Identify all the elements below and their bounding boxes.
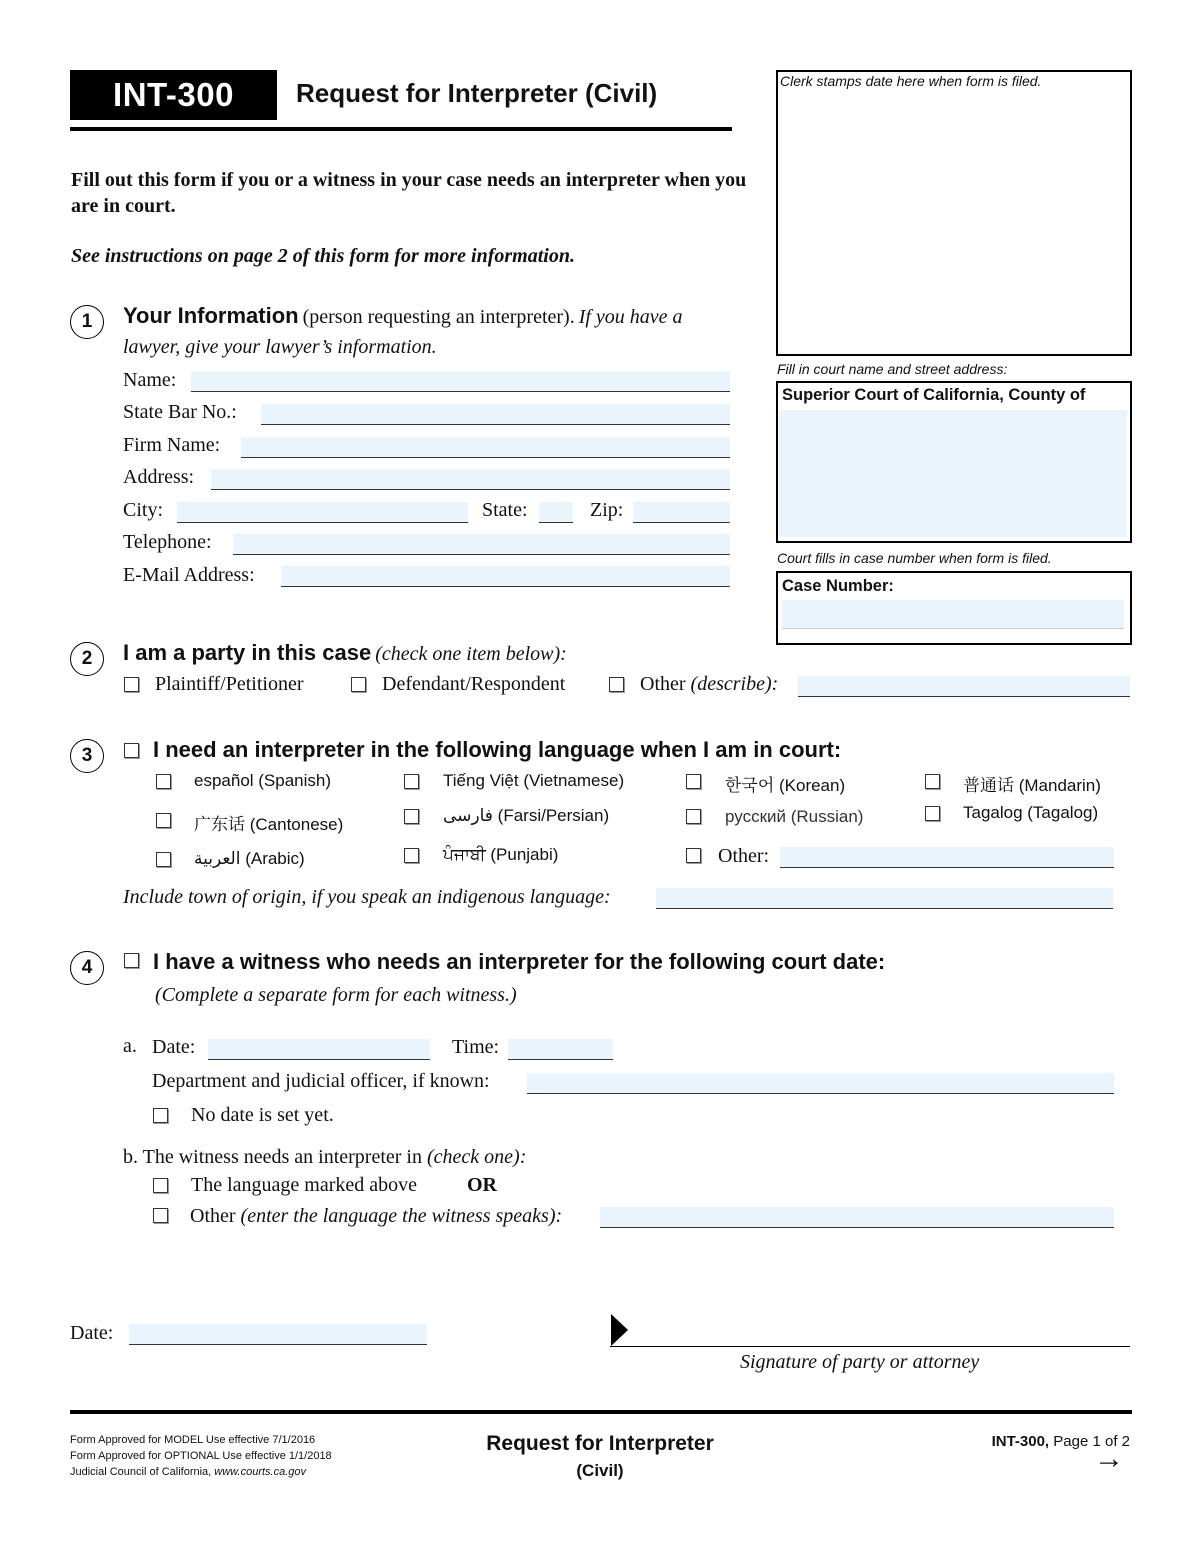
section1-heading <box>123 302 743 363</box>
email-label: E-Mail Address: <box>123 564 255 586</box>
section2-heading <box>123 640 567 666</box>
section-number-4: 4 <box>70 951 104 985</box>
other-language-field[interactable] <box>780 847 1114 868</box>
other-party-describe: (describe): <box>690 673 779 695</box>
spanish-label: español (Spanish) <box>194 771 332 790</box>
russian-label: русский (Russian) <box>725 807 864 826</box>
item-a-marker: a. <box>123 1035 137 1057</box>
section2-note: (check one item below): <box>375 643 567 665</box>
section1-instruction: If you have a lawyer, give your lawyer’s information. <box>123 306 683 358</box>
vietnamese-checkbox[interactable] <box>404 774 419 789</box>
witness-checkbox[interactable] <box>124 953 139 968</box>
punjabi-checkbox[interactable] <box>404 848 419 863</box>
sign-here-arrow-icon <box>611 1314 628 1346</box>
footer-council: Judicial Council of California, <box>70 1466 212 1478</box>
name-field[interactable] <box>191 371 730 392</box>
zip-label: Zip: <box>590 499 624 521</box>
court-address-field[interactable] <box>779 410 1127 537</box>
other-party-checkbox[interactable] <box>609 677 624 692</box>
clerk-stamp-label: Clerk stamps date here when form is filed. <box>780 73 1042 89</box>
signature-label: Signature of party or attorney <box>740 1351 980 1373</box>
court-heading: Superior Court of California, County of <box>782 386 1086 404</box>
department-label: Department and judicial officer, if known: <box>152 1070 490 1092</box>
no-date-checkbox[interactable] <box>153 1108 168 1123</box>
telephone-field[interactable] <box>233 534 730 555</box>
witness-time-field[interactable] <box>508 1039 613 1060</box>
or-label: OR <box>467 1174 497 1196</box>
witness-other-field[interactable] <box>600 1207 1114 1228</box>
form-title: Request for Interpreter (Civil) <box>296 78 658 108</box>
farsi-text: فارسی (Farsi/Persian) <box>443 806 610 825</box>
plaintiff-label: Plaintiff/Petitioner <box>155 673 304 695</box>
footer-line-2: Form Approved for OPTIONAL Use effective 1/1/2018 <box>70 1450 332 1462</box>
section1-title-note: (person requesting an interpreter). <box>302 306 575 328</box>
punjabi-label: ਪੰਜਾਬੀ (Punjabi) <box>443 845 559 864</box>
defendant-label: Defendant/Respondent <box>382 673 566 695</box>
address-field[interactable] <box>211 469 730 490</box>
vietnamese-label: Tiếng Việt (Vietnamese) <box>443 771 625 790</box>
case-number-label: Court fills in case number when form is filed. <box>777 550 1052 566</box>
witness-other-label <box>190 1205 562 1228</box>
section3-title: I need an interpreter in the following language when I am in court: <box>153 737 842 762</box>
footer-line-3 <box>70 1464 332 1480</box>
city-field[interactable] <box>177 502 468 523</box>
case-number-heading: Case Number: <box>782 577 894 595</box>
section4-title: I have a witness who needs an interpreter for the following court date: <box>153 949 886 974</box>
other-language-checkbox[interactable] <box>686 848 701 863</box>
indigenous-label: Include town of origin, if you speak an indigenous language: <box>123 886 611 908</box>
korean-checkbox[interactable] <box>686 774 701 789</box>
city-label: City: <box>123 499 164 521</box>
korean-label: 한국어 (Korean) <box>725 776 846 795</box>
form-id-badge <box>70 70 277 120</box>
state-bar-field[interactable] <box>261 404 730 425</box>
footer-line-1: Form Approved for MODEL Use effective 7/1/2016 <box>70 1434 316 1446</box>
intro-text: Fill out this form if you or a witness in your case needs an interpreter when you are in court. <box>71 169 747 217</box>
zip-field[interactable] <box>633 502 730 523</box>
state-field[interactable] <box>539 502 573 523</box>
section-number-1: 1 <box>70 305 104 339</box>
item-b-text: The witness needs an interpreter in <box>142 1146 422 1168</box>
farsi-label <box>443 806 609 826</box>
section-number-2: 2 <box>70 642 104 676</box>
need-interpreter-checkbox[interactable] <box>124 743 139 758</box>
sign-date-field[interactable] <box>129 1324 427 1345</box>
clerk-stamp-box <box>776 70 1132 356</box>
form-id: INT-300 <box>113 76 234 113</box>
witness-time-label: Time: <box>452 1036 500 1058</box>
witness-date-field[interactable] <box>208 1039 430 1060</box>
tagalog-checkbox[interactable] <box>925 806 940 821</box>
footer-rule <box>70 1410 1132 1414</box>
no-date-label: No date is set yet. <box>191 1104 334 1126</box>
other-party-label <box>640 673 778 696</box>
footer-title: Request for Interpreter <box>486 1432 714 1455</box>
mandarin-checkbox[interactable] <box>925 774 940 789</box>
firm-name-label: Firm Name: <box>123 434 221 456</box>
footer-form-id: INT-300, <box>991 1433 1050 1450</box>
tagalog-label: Tagalog (Tagalog) <box>963 803 1099 822</box>
cantonese-checkbox[interactable] <box>156 813 171 828</box>
witness-other-note: (enter the language the witness speaks): <box>240 1205 563 1227</box>
indigenous-field[interactable] <box>656 888 1113 909</box>
court-address-label: Fill in court name and street address: <box>777 361 1008 377</box>
header-rule <box>70 127 732 131</box>
mandarin-label: 普通话 (Mandarin) <box>963 776 1101 795</box>
email-field[interactable] <box>281 566 730 587</box>
russian-checkbox[interactable] <box>686 809 701 824</box>
name-label: Name: <box>123 369 177 391</box>
see-instructions: See instructions on page 2 of this form for more information. <box>71 245 575 267</box>
item-b-marker: b. <box>123 1146 138 1168</box>
footer-page: Page 1 of 2 <box>1053 1433 1130 1450</box>
state-bar-label: State Bar No.: <box>123 401 237 423</box>
signature-line[interactable] <box>610 1346 1130 1347</box>
language-above-checkbox[interactable] <box>153 1178 168 1193</box>
section1-title: Your Information <box>123 303 299 328</box>
language-above-label: The language marked above <box>191 1174 418 1196</box>
firm-name-field[interactable] <box>241 437 730 458</box>
footer-approval <box>70 1432 332 1480</box>
section-number-3: 3 <box>70 739 104 773</box>
case-number-field[interactable] <box>782 600 1124 629</box>
arabic-checkbox[interactable] <box>156 852 171 867</box>
footer-website-link[interactable]: www.courts.ca.gov <box>214 1466 306 1478</box>
other-party-field[interactable] <box>798 676 1130 697</box>
other-language-label: Other: <box>718 845 770 867</box>
farsi-checkbox[interactable] <box>404 809 419 824</box>
item-b-note: (check one): <box>427 1146 527 1168</box>
department-field[interactable] <box>527 1073 1114 1094</box>
other-party-text: Other <box>640 673 686 695</box>
arabic-label: العربية (Arabic) <box>194 849 305 868</box>
section4-note: (Complete a separate form for each witness.) <box>155 984 517 1006</box>
spanish-checkbox[interactable] <box>156 774 171 789</box>
next-page-arrow-icon[interactable]: → <box>1094 1442 1124 1475</box>
plaintiff-checkbox[interactable] <box>124 677 139 692</box>
address-label: Address: <box>123 466 195 488</box>
witness-date-label: Date: <box>152 1036 196 1058</box>
section2-title: I am a party in this case <box>123 640 372 665</box>
state-label: State: <box>482 499 528 521</box>
footer-subtitle: (Civil) <box>576 1461 624 1480</box>
witness-other-text: Other <box>190 1205 236 1227</box>
telephone-label: Telephone: <box>123 531 212 553</box>
cantonese-label: 广东话 (Cantonese) <box>194 815 344 834</box>
defendant-checkbox[interactable] <box>351 677 366 692</box>
witness-other-checkbox[interactable] <box>153 1208 168 1223</box>
item-b-line <box>123 1146 526 1169</box>
sign-date-label: Date: <box>70 1322 114 1344</box>
